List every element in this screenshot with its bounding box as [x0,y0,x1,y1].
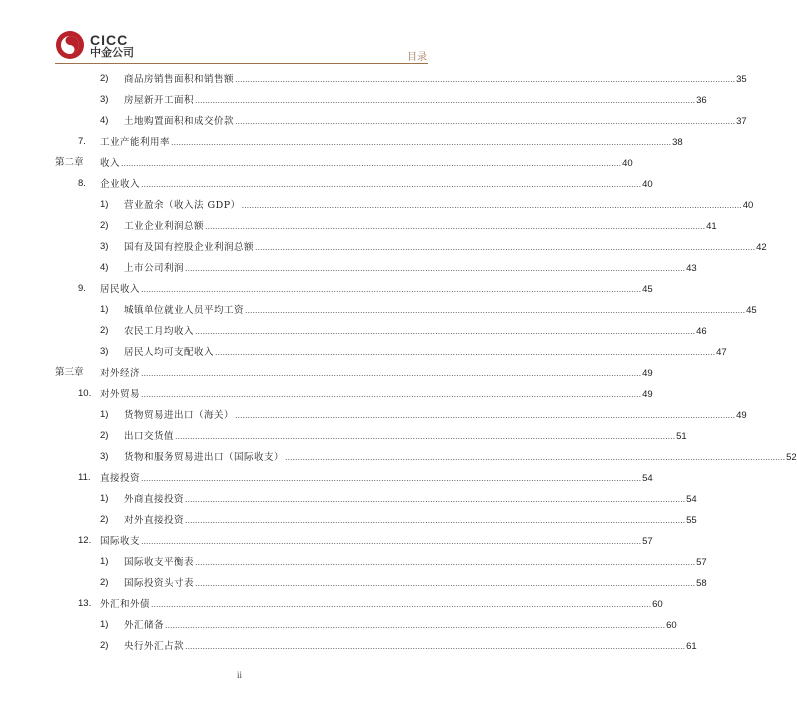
toc-entry-title: 城镇单位就业人员平均工资 [124,305,245,316]
toc-entry-title: 对外贸易 [100,389,141,400]
toc-entry-page: 60 [666,620,677,631]
toc-entry[interactable] [0,366,653,380]
toc-entry-title: 土地购置面积和成交价款 [124,116,235,127]
toc-entry-line [100,156,633,171]
toc-entry[interactable] [0,618,677,632]
toc-entry-line [124,345,727,360]
toc-entry-line [124,555,707,570]
toc-entry[interactable] [0,240,767,254]
toc-dot-leader: ........................................................................................................................................................................................................ [195,95,696,105]
toc-dot-leader: ........................................................................................................................................................................................................ [235,74,736,84]
toc-dot-leader: ........................................................................................................................................................................................................ [141,284,642,294]
toc-entry-number: 1) [100,493,109,504]
toc-entry-title: 国际投资头寸表 [124,578,195,589]
toc-entry-line [124,408,747,423]
toc-entry-page: 35 [736,74,747,85]
toc-entry[interactable] [0,387,653,401]
toc-dot-leader: ........................................................................................................................................................................................................ [205,221,706,231]
toc-entry-line [100,135,683,150]
toc-entry[interactable] [0,135,683,149]
toc-entry[interactable] [0,261,697,275]
toc-entry-line [100,387,653,402]
toc-entry-line [124,114,747,129]
toc-dot-leader: ........................................................................................................................................................................................................ [245,305,746,315]
toc-entry[interactable] [0,156,633,170]
toc-entry-title: 出口交货值 [124,431,175,442]
toc-entry-line [124,93,707,108]
toc-entry-page: 36 [696,95,707,106]
toc-entry[interactable] [0,177,653,191]
toc-dot-leader: ........................................................................................................................................................................................................ [241,200,742,210]
toc-dot-leader: ........................................................................................................................................................................................................ [185,263,686,273]
toc-entry[interactable] [0,324,707,338]
toc-entry[interactable] [0,93,707,107]
toc-entry-number: 3) [100,451,109,462]
toc-entry[interactable] [0,471,653,485]
toc-entry-line [124,429,687,444]
toc-entry-page: 51 [676,431,687,442]
toc-entry-title: 上市公司利润 [124,263,185,274]
toc-entry-title: 对外经济 [100,368,141,379]
toc-entry-number: 第三章 [55,367,84,378]
toc-entry-page: 52 [786,452,797,463]
toc-dot-leader: ........................................................................................................................................................................................................ [255,242,756,252]
toc-entry-page: 54 [642,473,653,484]
toc-entry-number: 2) [100,73,109,84]
toc-entry-number: 2) [100,514,109,525]
cicc-logo-icon [55,30,85,60]
toc-entry-page: 40 [742,200,754,211]
toc-entry-page: 41 [706,221,717,232]
toc-entry-line [124,450,797,465]
toc-entry-title: 商品房销售面积和销售额 [124,74,235,85]
toc-entry-page: 60 [652,599,663,610]
toc-entry-page: 49 [642,368,653,379]
toc-dot-leader: ........................................................................................................................................................................................................ [215,347,716,357]
toc-entry-number: 3) [100,94,109,105]
toc-dot-leader: ........................................................................................................................................................................................................ [175,431,676,441]
toc-entry-title: 收入 [100,158,121,169]
toc-entry[interactable] [0,72,747,86]
toc-entry-page: 49 [642,389,653,400]
toc-entry-line [124,72,747,87]
toc-entry-line [124,303,757,318]
toc-entry-number: 1) [100,619,109,630]
toc-entry[interactable] [0,534,653,548]
toc-entry-title: 对外直接投资 [124,515,185,526]
toc-entry-page: 61 [686,641,697,652]
toc-entry-page: 38 [672,137,683,148]
toc-entry-line [124,198,754,213]
toc-entry-page: 47 [716,347,727,358]
toc-entry-page: 40 [622,158,633,169]
toc-entry-line [124,576,707,591]
toc-entry[interactable] [0,450,797,464]
toc-entry-page: 42 [756,242,767,253]
toc-entry-line [100,177,653,192]
toc-entry-title: 居民收入 [100,284,141,295]
toc-entry[interactable] [0,555,707,569]
toc-entry-line [124,618,677,633]
toc-dot-leader: ........................................................................................................................................................................................................ [141,536,642,546]
toc-entry-page: 37 [736,116,747,127]
header-divider [55,63,428,64]
toc-dot-leader: ........................................................................................................................................................................................................ [171,137,672,147]
toc-entry-title: 国有及国有控股企业利润总额 [124,242,255,253]
toc-entry-number: 7. [78,136,86,147]
toc-entry-title: 企业收入 [100,179,141,190]
toc-entry[interactable] [0,345,727,359]
toc-entry-number: 1) [100,199,109,210]
toc-dot-leader: ........................................................................................................................................................................................................ [141,368,642,378]
toc-entry-number: 1) [100,409,109,420]
toc-entry-title: 国际收支平衡表 [124,557,195,568]
toc-entry-number: 3) [100,241,109,252]
toc-entry-title: 工业产能利用率 [100,137,171,148]
toc-entry-title: 居民人均可支配收入 [124,347,215,358]
toc-entry[interactable] [0,282,653,296]
toc-entry-title: 货物和服务贸易进出口（国际收支） [124,452,285,463]
toc-dot-leader: ........................................................................................................................................................................................................ [121,158,622,168]
toc-dot-leader: ........................................................................................................................................................................................................ [141,389,642,399]
toc-dot-leader: ........................................................................................................................................................................................................ [195,557,696,567]
toc-entry-line [124,492,697,507]
toc-entry-line [100,597,663,612]
toc-entry-number: 1) [100,556,109,567]
page-header [0,0,479,66]
toc-entry-page: 57 [696,557,707,568]
toc-entry-number: 2) [100,325,109,336]
toc-entry-line [100,534,653,549]
toc-entry-page: 40 [642,179,653,190]
toc-dot-leader: ........................................................................................................................................................................................................ [195,326,696,336]
toc-dot-leader: ........................................................................................................................................................................................................ [185,641,686,651]
toc-entry-number: 13. [78,598,92,609]
toc-entry[interactable] [0,114,747,128]
toc-entry-line [124,324,707,339]
toc-entry-title: 农民工月均收入 [124,326,195,337]
toc-entry-page: 43 [686,263,697,274]
toc-entry-line [124,219,717,234]
toc-entry-number: 2) [100,640,109,651]
brand-name-en: CICC [90,32,129,48]
toc-entry-line [124,639,697,654]
toc-entry-title: 外汇储备 [124,620,165,631]
toc-entry-line [100,366,653,381]
toc-entry[interactable] [0,408,747,422]
toc-entry-line [124,240,767,255]
toc-entry-page: 54 [686,494,697,505]
toc-entry-number: 12. [78,535,92,546]
toc-entry-title: 国际收支 [100,536,141,547]
toc-entry[interactable] [0,198,754,212]
toc-dot-leader: ........................................................................................................................................................................................................ [151,599,652,609]
toc-dot-leader: ........................................................................................................................................................................................................ [195,578,696,588]
toc-entry-title: 外商直接投资 [124,494,185,505]
toc-entry-page: 55 [686,515,697,526]
toc-entry[interactable] [0,219,717,233]
toc-entry[interactable] [0,597,663,611]
toc-entry-number: 10. [78,388,92,399]
toc-entry-number: 4) [100,115,109,126]
toc-entry-number: 2) [100,430,109,441]
toc-dot-leader: ........................................................................................................................................................................................................ [141,473,642,483]
toc-entry[interactable] [0,492,697,506]
toc-entry-title: 外汇和外债 [100,599,151,610]
toc-entry[interactable] [0,429,687,443]
toc-dot-leader: ........................................................................................................................................................................................................ [185,515,686,525]
toc-entry-page: 49 [736,410,747,421]
toc-entry-page: 46 [696,326,707,337]
toc-entry-number: 8. [78,178,86,189]
toc-entry-page: 45 [642,284,653,295]
toc-entry-line [100,471,653,486]
section-title: 目录 [407,52,427,63]
toc-entry-number: 11. [78,472,91,483]
toc-entry-page: 57 [642,536,653,547]
toc-entry-title: 货物贸易进出口（海关） [124,410,235,421]
brand-name-cn: 中金公司 [90,46,134,59]
toc-entry-line [124,261,697,276]
toc-entry-title: 直接投资 [100,473,141,484]
toc-entry-number: 4) [100,262,109,273]
toc-entry-page: 58 [696,578,707,589]
toc-entry-number: 3) [100,346,109,357]
toc-dot-leader: ........................................................................................................................................................................................................ [235,116,736,126]
toc-entry-title: 房屋新开工面积 [124,95,195,106]
toc-entry-title: 营业盈余（收入法 GDP） [124,200,241,211]
toc-entry[interactable] [0,639,697,653]
toc-dot-leader: ........................................................................................................................................................................................................ [165,620,666,630]
toc-entry-number: 第二章 [55,157,84,168]
toc-dot-leader: ........................................................................................................................................................................................................ [285,452,786,462]
toc-dot-leader: ........................................................................................................................................................................................................ [141,179,642,189]
toc-dot-leader: ........................................................................................................................................................................................................ [235,410,736,420]
toc-entry-title: 工业企业利润总额 [124,221,205,232]
toc-entry-line [124,513,697,528]
page-number: ii [236,670,242,680]
toc-dot-leader: ........................................................................................................................................................................................................ [185,494,686,504]
toc-entry-number: 1) [100,304,109,315]
toc-entry-number: 9. [78,283,86,294]
toc-entry[interactable] [0,576,707,590]
toc-entry-line [100,282,653,297]
toc-entry-number: 2) [100,220,109,231]
toc-entry-title: 央行外汇占款 [124,641,185,652]
toc-entry-number: 2) [100,577,109,588]
toc-entry[interactable] [0,513,697,527]
toc-entry-page: 45 [746,305,757,316]
toc-entry[interactable] [0,303,757,317]
